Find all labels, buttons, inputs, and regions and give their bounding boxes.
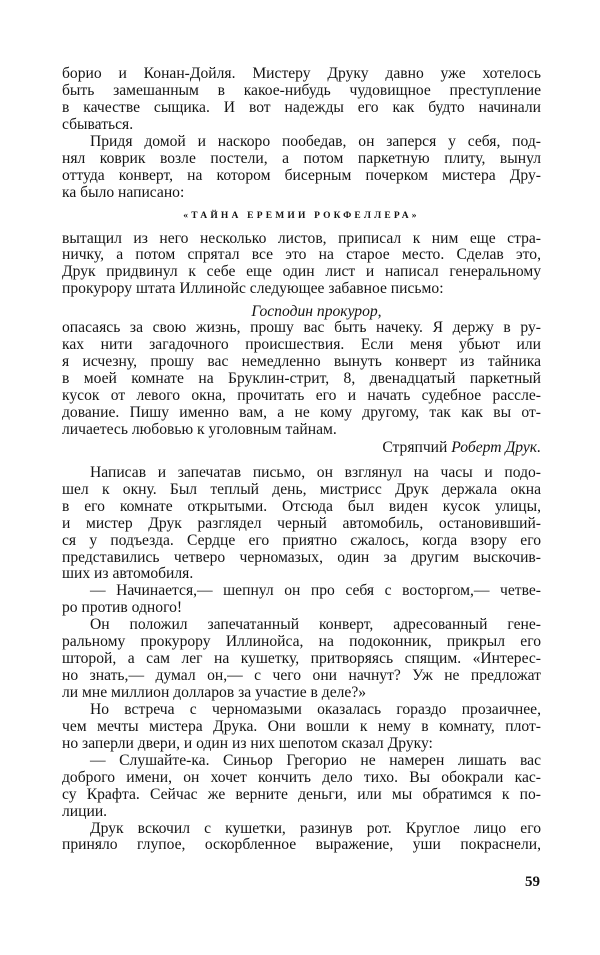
text-line: шторой, а сам лег на кушетку, притворяясь спящим. «Интерес- xyxy=(62,650,541,668)
letter-salutation: Господин прокурор, xyxy=(251,303,382,321)
text-line: нял коврик возле постели, а потом паркетную плиту, вынул xyxy=(62,149,541,167)
text-line: ка было написано: xyxy=(62,183,185,201)
text-line: борио и Конан-Дойля. Мистеру Друку давно уже хотелось xyxy=(62,65,541,82)
paragraph xyxy=(62,753,541,821)
paragraph xyxy=(62,583,541,617)
text-line: Написав и запечатав письмо, он взглянул на часы и подо- xyxy=(90,463,541,481)
text-line: но заперли двери, и один из них шепотом сказал Друку: xyxy=(62,734,433,752)
text-line: кусок от левого окна, прочитать его и начать судебное рассле- xyxy=(62,387,541,404)
paragraph xyxy=(62,465,541,584)
text-line: Друк вскочил с кушетки, разинув рот. Круглое лицо его xyxy=(90,819,541,837)
text-line: в качестве сыщика. И вот надежды его как будто начинали xyxy=(62,98,541,116)
text-line: вытащил из него несколько листов, приписал к ним еще стра- xyxy=(62,229,541,247)
text-line: в его комнате открытыми. Отсюда был виден кусок улицы, xyxy=(62,497,541,515)
text-line: лиции. xyxy=(62,802,108,820)
text-line: ся у подъезда. Сердце его приятно сжалось, когда взору его xyxy=(62,531,541,549)
text-line: ро против одного! xyxy=(62,599,183,617)
page-number: 59 xyxy=(525,874,540,890)
paragraph xyxy=(62,66,541,134)
signature-title: Стряпчий xyxy=(382,438,448,456)
text-line: опасаясь за свою жизнь, прошу вас быть начеку. Я держу в ру- xyxy=(62,319,541,337)
paragraph xyxy=(62,320,541,439)
signature-name: Роберт Друк. xyxy=(451,438,541,456)
text-line: ральному прокурору Иллинойса, на подоконник, прикрыл его xyxy=(62,633,541,651)
text-line: чем мечты мистера Друка. Они вошли к нему в комнату, плот- xyxy=(62,717,541,735)
page-body-text xyxy=(62,66,541,854)
text-line: оттуда конверт, на котором бисерным почерком мистера Дру- xyxy=(62,166,541,184)
text-line: — Слушайте-ка. Синьор Грегорио не намерен лишать вас xyxy=(90,751,541,769)
text-line: Но встреча с черномазыми оказалась гораздо прозаичнее, xyxy=(90,700,541,718)
text-line: быть замешанным в какое-нибудь чудовищное преступление xyxy=(62,81,541,99)
text-line: личаетесь любовью к уголовным тайнам. xyxy=(62,420,337,438)
text-line: — Начинается,— шепнул он про себя с восторгом,— четве- xyxy=(90,582,541,600)
paragraph xyxy=(62,702,541,753)
paragraph xyxy=(62,134,541,202)
paragraph xyxy=(62,617,541,702)
text-line: Друк придвинул к себе еще один лист и написал генеральному xyxy=(62,263,541,281)
text-line: и мистер Друк разглядел черный автомобиль, остановивший- xyxy=(62,514,541,532)
text-line: Он положил запечатанный конверт, адресованный гене- xyxy=(90,616,541,634)
text-line: ших из автомобиля. xyxy=(62,565,194,583)
text-line: в моей комнате на Бруклин-стрит, 8, двенадцатый паркетный xyxy=(62,370,541,388)
text-line: прокурору штата Иллинойс следующее забавное письмо: xyxy=(62,280,444,298)
text-line: сбываться. xyxy=(62,115,134,133)
text-line: ничку, а потом спрятал все это на старое место. Сделав это, xyxy=(62,246,541,264)
text-line: но знать,— думал он,— с чего они начнут? Уж не предложат xyxy=(62,667,541,685)
text-line: дование. Пишу именно вам, а не кому другому, так как вы от- xyxy=(62,403,541,421)
text-line: доброго имени, он хочет кончить дело тихо. Вы обокрали кас- xyxy=(62,768,541,786)
text-line: я исчезну, прошу вас немедленно вынуть конверт из тайника xyxy=(62,353,541,371)
text-line: приняло глупое, оскорбленное выражение, уши покраснели, xyxy=(62,836,541,854)
text-line: представились четверо черномазых, один за другим выскочив- xyxy=(62,548,541,566)
paragraph xyxy=(62,231,541,299)
paragraph xyxy=(62,821,541,855)
text-line: Придя домой и наскоро пообедав, он заперся у себя, под- xyxy=(90,132,541,150)
letter-signature xyxy=(62,439,541,456)
text-line: ли мне миллион долларов за участие в деле?» xyxy=(62,684,367,701)
inscription-heading: «ТАЙНА ЕРЕМИИ РОКФЕЛЛЕРА» xyxy=(183,210,420,221)
text-line: су Крафта. Сейчас же верните деньги, или мы обратимся к по- xyxy=(62,785,541,803)
text-line: ках нити загадочного происшествия. Если меня убьют или xyxy=(62,336,541,354)
text-line: шел к окну. Был теплый день, мистрисс Друк держала окна xyxy=(62,480,541,498)
